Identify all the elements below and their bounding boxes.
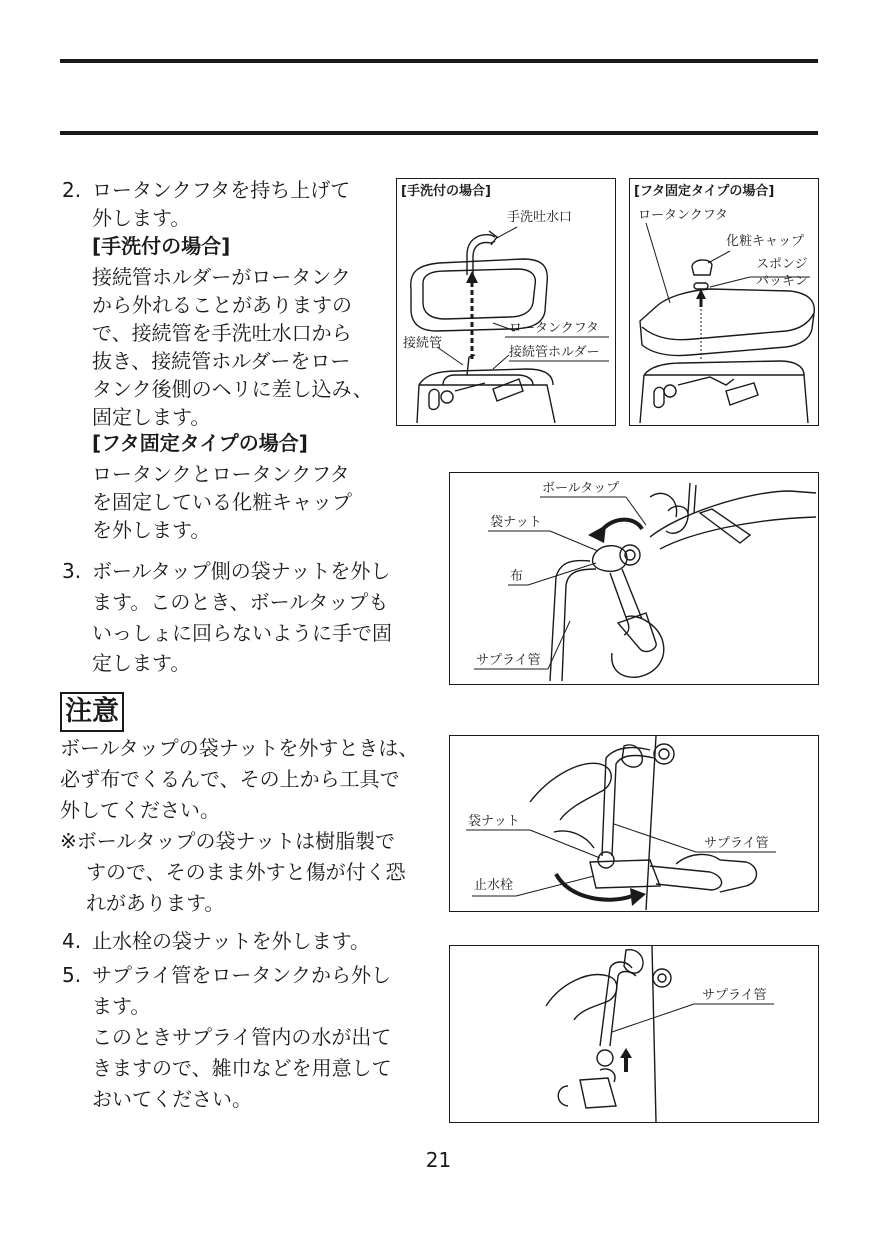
caution-note-line-3: れがあります。 xyxy=(86,891,225,915)
fig2-label-cap: 化粧キャップ xyxy=(726,234,805,249)
fig1-label-holder: 接続管ホルダー xyxy=(509,345,600,360)
fig2-label-lid: ロータンクフタ xyxy=(638,208,728,223)
step2-sub2-line-3: を外します。 xyxy=(92,518,211,542)
step2-sub1-line-3: で、接続管を手洗吐水口から xyxy=(92,321,352,345)
fig2-label-sponge: スポンジ xyxy=(756,257,808,272)
fig3-label-nut: 袋ナット xyxy=(490,515,542,530)
page-number: 21 xyxy=(425,1148,452,1172)
caution-note-line-1: ※ボールタップの袋ナットは樹脂製で xyxy=(60,829,396,853)
step2-line-1: ロータンクフタを持ち上げて xyxy=(92,178,351,202)
step2-sub1-heading: [手洗付の場合] xyxy=(92,234,231,258)
fig1-label-spout: 手洗吐水口 xyxy=(507,210,573,225)
step2-sub2-line-1: ロータンクとロータンクフタ xyxy=(92,462,350,486)
step2-sub1-line-1: 接続管ホルダーがロータンク xyxy=(92,265,351,289)
figure-handwash-type xyxy=(396,178,616,426)
step3-line-1: ボールタップ側の袋ナットを外し xyxy=(92,559,391,583)
step3-line-2: ます。このとき、ボールタップも xyxy=(92,590,389,614)
step2-line-2: 外します。 xyxy=(92,206,191,230)
caution-line-2: 必ず布でくるんで、その上から工具で xyxy=(60,767,400,791)
step2-sub1-line-5: タンク後側のヘリに差し込み、 xyxy=(92,377,373,401)
caution-note-line-2: すので、そのまま外すと傷が付く恐 xyxy=(86,860,406,884)
fig1-label-lid: ロータンクフタ xyxy=(509,321,599,336)
step3-number: 3. xyxy=(62,559,82,583)
step5-line-2: ます。 xyxy=(92,994,151,1018)
step2-sub1-line-2: から外れることがありますの xyxy=(92,293,352,317)
figure-balltap-nut xyxy=(449,472,819,685)
step5-number: 5. xyxy=(62,963,82,987)
step3-line-3: いっしょに回らないように手で固 xyxy=(92,621,392,645)
step2-sub2-line-2: を固定している化粧キャップ xyxy=(92,490,352,514)
fig1-title: [手洗付の場合] xyxy=(401,184,491,199)
step5-line-4: きますので、雑巾などを用意して xyxy=(92,1056,392,1080)
fig4-label-supply: サプライ管 xyxy=(704,836,769,851)
caution-line-3: 外してください。 xyxy=(60,798,220,822)
step2-sub1-line-6: 固定します。 xyxy=(92,405,211,429)
handwash-tank-illustration xyxy=(397,179,615,425)
step4-line-1: 止水栓の袋ナットを外します。 xyxy=(92,929,370,953)
caution-label: 注意 xyxy=(60,692,124,732)
header-rule-bottom xyxy=(60,131,818,135)
header-rule-top xyxy=(60,59,818,63)
fig4-label-valve: 止水栓 xyxy=(474,878,514,893)
step5-line-3: このときサプライ管内の水が出て xyxy=(92,1025,392,1049)
fig3-label-balltap: ボールタップ xyxy=(542,481,620,496)
figure-supply-pipe-removal xyxy=(449,945,819,1123)
step4-number: 4. xyxy=(62,929,82,953)
step5-line-1: サプライ管をロータンクから外し xyxy=(92,963,391,987)
fig3-label-supply: サプライ管 xyxy=(476,653,541,668)
figure-stopvalve-nut xyxy=(449,735,819,912)
fig1-label-pipe: 接続管 xyxy=(403,336,443,351)
figure-lid-fixed-type xyxy=(629,178,819,426)
step2-sub1-line-4: 抜き、接続管ホルダーをロー xyxy=(92,349,351,373)
fig4-label-nut: 袋ナット xyxy=(468,814,520,829)
step2-sub2-heading: [フタ固定タイプの場合] xyxy=(92,431,308,455)
step2-number: 2. xyxy=(62,178,82,202)
step5-line-5: おいてください。 xyxy=(92,1087,252,1111)
supply-pipe-illustration xyxy=(450,946,818,1122)
fig2-title: [フタ固定タイプの場合] xyxy=(634,184,775,199)
fig2-label-packing: パッキン xyxy=(756,274,808,289)
step3-line-4: 定します。 xyxy=(92,651,191,675)
fig5-label-supply: サプライ管 xyxy=(702,988,767,1003)
caution-line-1: ボールタップの袋ナットを外すときは、 xyxy=(60,736,419,760)
fig3-label-cloth: 布 xyxy=(510,569,524,584)
